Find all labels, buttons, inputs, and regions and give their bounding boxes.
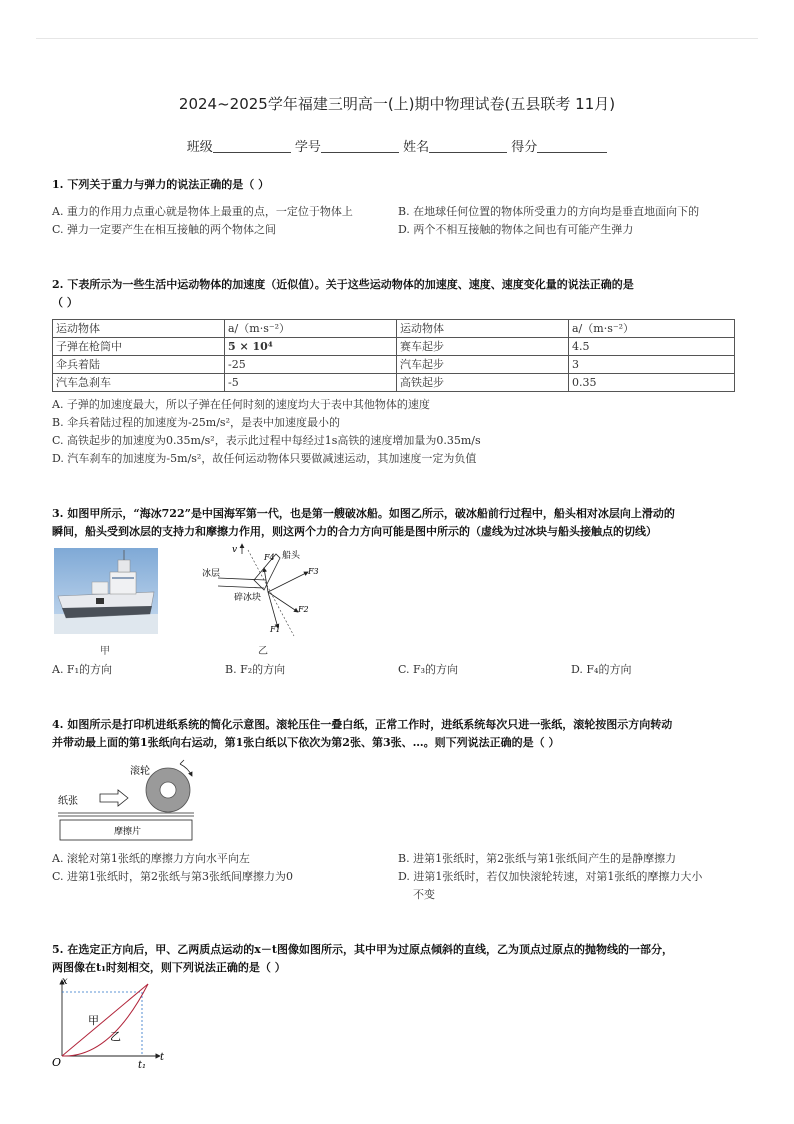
x-axis-label: x xyxy=(62,976,68,987)
acceleration-table xyxy=(52,319,735,392)
table-cell: 4.5 xyxy=(569,338,735,356)
table-cell: 汽车起步 xyxy=(397,356,569,374)
table-cell: 高铁起步 xyxy=(397,374,569,392)
table-row xyxy=(53,338,735,356)
table-cell: 赛车起步 xyxy=(397,338,569,356)
q2-option-c[interactable]: C. 高铁起步的加速度为0.35m/s²，表示此过程中每经过1s高铁的速度增加量为0.35m/s xyxy=(52,434,481,447)
jia-line xyxy=(62,984,148,1056)
table-header-cell: 运动物体 xyxy=(53,320,225,338)
q4-option-b[interactable]: B. 进第1张纸时，第2张纸与第1张纸间产生的是静摩擦力 xyxy=(398,852,677,865)
bow-label: 船头 xyxy=(282,551,301,561)
header-divider xyxy=(36,38,758,39)
q1-option-b[interactable]: B. 在地球任何位置的物体所受重力的方向均是垂直地面向下的 xyxy=(398,205,700,218)
xt-graph xyxy=(48,974,178,1070)
fig-jia-label: 甲 xyxy=(100,646,110,657)
table-header-cell: a/（m·s⁻²） xyxy=(225,320,397,338)
q1-option-d[interactable]: D. 两个不相互接触的物体之间也有可能产生弹力 xyxy=(398,223,634,236)
q4-option-a[interactable]: A. 滚轮对第1张纸的摩擦力方向水平向左 xyxy=(52,852,250,865)
f1-label: F1 xyxy=(270,625,281,634)
page-title: 2024~2025学年福建三明高一(上)期中物理试卷(五县联考 11月) xyxy=(178,95,616,113)
score-blank[interactable] xyxy=(537,140,607,153)
t1-label: t₁ xyxy=(138,1060,147,1070)
q3-option-d[interactable]: D. F₄的方向 xyxy=(571,663,632,676)
table-cell: 0.35 xyxy=(569,374,735,392)
f2-label: F2 xyxy=(298,605,309,614)
f3-arrow xyxy=(268,572,308,592)
q3-option-b[interactable]: B. F₂的方向 xyxy=(225,663,286,676)
class-label: 班级 xyxy=(186,140,213,155)
table-cell: 3 xyxy=(569,356,735,374)
q4-stem: 4. 如图所示是打印机进纸系统的简化示意图。滚轮压住一叠白纸，正常工作时，进纸系统每次只进一张纸，滚轮按图示方向转动 xyxy=(52,718,673,731)
q3-stem-line2: 瞬间，船头受到冰层的支持力和摩擦力作用，则这两个力的合力方向可能是图中所示的（虚线为过冰块与船头接触点的切线） xyxy=(52,525,657,538)
q1-stem: 1. 下列关于重力与弹力的说法正确的是（ ） xyxy=(52,178,270,191)
yi-label: 乙 xyxy=(110,1030,121,1043)
table-cell: 5 × 10⁴ xyxy=(225,338,397,356)
q4-option-d-cont: 不变 xyxy=(413,888,435,901)
ice-layer-label: 冰层 xyxy=(202,569,221,579)
q2-stem-paren: （ ） xyxy=(52,296,78,309)
q2-option-a[interactable]: A. 子弹的加速度最大，所以子弹在任何时刻的速度均大于表中其他物体的速度 xyxy=(52,398,430,411)
q2-option-b[interactable]: B. 伞兵着陆过程的加速度为-25m/s²，是表中加速度最小的 xyxy=(52,416,340,429)
pad-label: 摩擦片 xyxy=(114,827,142,837)
table-header-row xyxy=(53,320,735,338)
feed-direction-arrow xyxy=(100,790,128,806)
t-axis-label: t xyxy=(160,1052,165,1063)
q1-option-a[interactable]: A. 重力的作用力点重心就是物体上最重的点，一定位于物体上 xyxy=(52,205,353,218)
table-row xyxy=(53,356,735,374)
table-cell: -25 xyxy=(225,356,397,374)
id-label: 学号 xyxy=(294,140,321,155)
q2-option-d[interactable]: D. 汽车刹车的加速度为-5m/s²，故任何运动物体只要做减速运动，其加速度一定为负值 xyxy=(52,452,477,465)
icebreaker-photo xyxy=(54,548,158,634)
q2-stem: 2. 下表所示为一些生活中运动物体的加速度（近似值）。关于这些运动物体的加速度、速度、速度变化量的说法正确的是 xyxy=(52,278,634,291)
q4-stem-line2: 并带动最上面的第1张纸向右运动，第1张白纸以下依次为第2张、第3张、…。则下列说法正确的是（ ） xyxy=(52,736,560,749)
table-cell: -5 xyxy=(225,374,397,392)
origin-label: O xyxy=(52,1056,62,1069)
score-label: 得分 xyxy=(511,140,538,155)
table-cell: 子弹在枪筒中 xyxy=(53,338,225,356)
paper-label: 纸张 xyxy=(58,796,78,807)
q5-stem-line2: 两图像在t₁时刻相交，则下列说法正确的是（ ） xyxy=(52,961,286,974)
v-label: v xyxy=(232,545,238,555)
q3-option-a[interactable]: A. F₁的方向 xyxy=(52,663,112,676)
q3-option-c[interactable]: C. F₃的方向 xyxy=(398,663,459,676)
q3-stem: 3. 如图甲所示，“海冰722”是中国海军第一代，也是第一艘破冰船。如图乙所示，破冰船前行过程中，船头相对冰层向上滑动的 xyxy=(52,507,675,520)
table-header-cell: a/（m·s⁻²） xyxy=(569,320,735,338)
force-diagram xyxy=(198,540,328,645)
name-label: 姓名 xyxy=(403,140,430,155)
broken-ice-label: 碎冰块 xyxy=(234,593,262,603)
fig-yi-label: 乙 xyxy=(258,646,268,657)
f4-label: F4 xyxy=(264,553,275,562)
paper-feed-diagram xyxy=(56,758,206,844)
table-header-cell: 运动物体 xyxy=(397,320,569,338)
id-blank[interactable] xyxy=(321,140,399,153)
jia-label: 甲 xyxy=(88,1014,99,1027)
table-row xyxy=(53,374,735,392)
class-blank[interactable] xyxy=(213,140,291,153)
q5-stem: 5. 在选定正方向后，甲、乙两质点运动的x－t图像如图所示，其中甲为过原点倾斜的直线，乙为顶点过原点的抛物线的一部分， xyxy=(52,943,673,956)
q1-option-c[interactable]: C. 弹力一定要产生在相互接触的两个物体之间 xyxy=(52,223,277,236)
name-blank[interactable] xyxy=(429,140,507,153)
roller-label: 滚轮 xyxy=(130,766,150,777)
table-cell: 伞兵着陆 xyxy=(53,356,225,374)
student-info-line xyxy=(0,136,794,155)
q4-option-d[interactable]: D. 进第1张纸时，若仅加快滚轮转速，对第1张纸的摩擦力大小 xyxy=(398,870,703,883)
table-cell: 汽车急刹车 xyxy=(53,374,225,392)
f3-label: F3 xyxy=(308,567,319,576)
q4-option-c[interactable]: C. 进第1张纸时，第2张纸与第3张纸间摩擦力为0 xyxy=(52,870,294,883)
